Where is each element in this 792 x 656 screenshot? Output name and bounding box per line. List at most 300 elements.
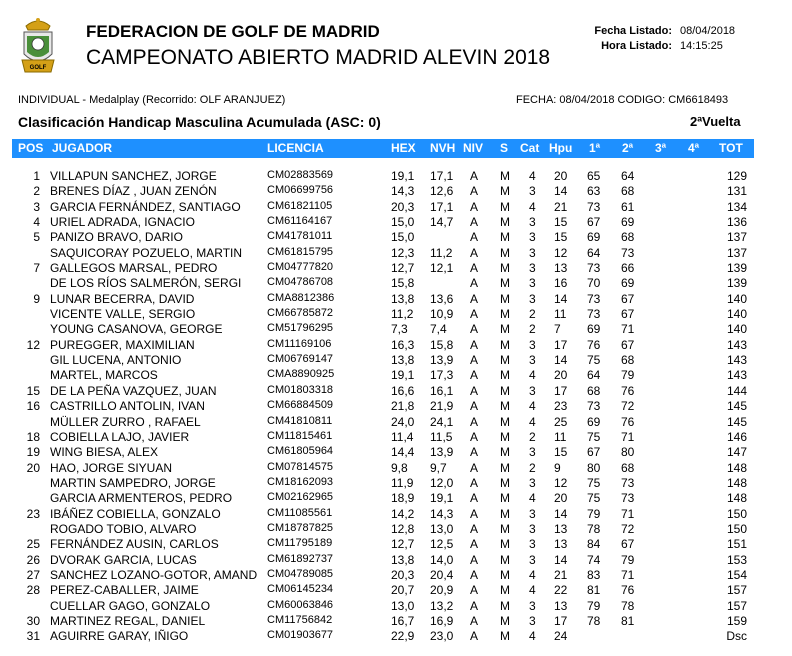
federation-logo xyxy=(18,14,58,78)
cell-r1: 83 xyxy=(587,567,601,582)
cell-cat: 3 xyxy=(529,215,536,230)
table-row xyxy=(0,628,792,643)
table-row xyxy=(0,321,792,336)
cell-hpu: 7 xyxy=(554,322,561,337)
cell-cat: 3 xyxy=(529,537,536,552)
table-row xyxy=(0,367,792,382)
cell-hex: 20,3 xyxy=(391,567,415,582)
cell-cat: 3 xyxy=(529,291,536,306)
cell-r1: 74 xyxy=(587,552,601,567)
cell-lic: CM11795189 xyxy=(267,537,333,550)
cell-r2: 71 xyxy=(621,322,635,337)
table-row xyxy=(0,260,792,275)
cell-r2: 76 xyxy=(621,383,635,398)
cell-cat: 4 xyxy=(529,199,536,214)
cell-hpu: 25 xyxy=(554,414,568,429)
cell-nvh: 24,1 xyxy=(430,414,454,429)
cell-name: DVORAK GARCIA, LUCAS xyxy=(50,552,197,567)
cell-tot: 134 xyxy=(726,199,747,214)
cell-tot: 140 xyxy=(726,322,747,337)
cell-pos: 7 xyxy=(33,261,40,276)
cell-nvh: 13,9 xyxy=(430,445,454,460)
table-row xyxy=(0,183,792,198)
cell-name: CUELLAR GAGO, GONZALO xyxy=(50,598,211,613)
cell-name: GARCIA ARMENTEROS, PEDRO xyxy=(50,491,233,506)
table-row xyxy=(0,337,792,352)
cell-tot: 144 xyxy=(726,383,747,398)
cell-cat: 3 xyxy=(529,598,536,613)
cell-r2: 76 xyxy=(621,414,635,429)
cell-niv: A xyxy=(470,399,479,414)
cell-r1: 75 xyxy=(587,429,601,444)
cell-hpu: 13 xyxy=(554,537,568,552)
cell-r2: 67 xyxy=(621,537,635,552)
cell-tot: 147 xyxy=(726,445,747,460)
table-row xyxy=(0,414,792,429)
hora-listado-label: Hora Listado: xyxy=(601,40,672,52)
cell-cat: 3 xyxy=(529,613,536,628)
table-row xyxy=(0,444,792,459)
cell-hex: 14,2 xyxy=(391,506,415,521)
cell-hex: 24,0 xyxy=(391,414,415,429)
cell-niv: A xyxy=(470,261,479,276)
cell-hex: 15,8 xyxy=(391,276,415,291)
cell-s: M xyxy=(500,353,510,368)
cell-hex: 12,7 xyxy=(391,537,415,552)
cell-hex: 11,9 xyxy=(391,475,414,490)
cell-name: MARTEL, MARCOS xyxy=(50,368,158,383)
cell-r2: 68 xyxy=(621,230,635,245)
cell-pos: 12 xyxy=(26,337,40,352)
cell-niv: A xyxy=(470,460,479,475)
cell-s: M xyxy=(500,506,510,521)
cell-s: M xyxy=(500,475,510,490)
cell-name: PANIZO BRAVO, DARIO xyxy=(50,230,183,245)
cell-lic: CM11085561 xyxy=(267,506,333,519)
championship-title: CAMPEONATO ABIERTO MADRID ALEVIN 2018 xyxy=(86,46,551,69)
cell-lic: CM07814575 xyxy=(267,460,334,473)
cell-hpu: 20 xyxy=(554,169,568,183)
cell-hex: 11,4 xyxy=(391,429,414,444)
cell-pos: 26 xyxy=(26,552,40,567)
cell-r2: 73 xyxy=(621,491,635,506)
table-row xyxy=(0,245,792,260)
cell-hpu: 21 xyxy=(554,199,568,214)
cell-niv: A xyxy=(470,291,479,306)
cell-hpu: 22 xyxy=(554,583,568,598)
cell-tot: 153 xyxy=(726,552,747,567)
cell-r1: 81 xyxy=(587,583,601,598)
cell-name: VICENTE VALLE, SERGIO xyxy=(50,307,196,322)
cell-r2: 66 xyxy=(621,261,635,276)
cell-cat: 3 xyxy=(529,353,536,368)
col-pos: POS xyxy=(18,141,44,155)
table-row xyxy=(0,383,792,398)
cell-hpu: 9 xyxy=(554,460,561,475)
cell-pos: 1 xyxy=(33,169,40,183)
cell-r2: 78 xyxy=(621,598,635,613)
cell-r2: 73 xyxy=(621,475,635,490)
cell-name: HAO, JORGE SIYUAN xyxy=(50,460,173,475)
cell-hex: 13,8 xyxy=(391,353,415,368)
cell-niv: A xyxy=(470,276,479,291)
cell-r2: 68 xyxy=(621,353,635,368)
cell-name: ROGADO TOBIO, ALVARO xyxy=(50,521,197,536)
table-row xyxy=(0,521,792,536)
cell-tot: 136 xyxy=(726,215,747,230)
cell-r1: 80 xyxy=(587,460,601,475)
cell-lic: CM41810811 xyxy=(267,414,333,427)
cell-hpu: 14 xyxy=(554,353,568,368)
cell-r2: 81 xyxy=(621,613,635,628)
cell-tot: 148 xyxy=(726,460,747,475)
cell-r1: 69 xyxy=(587,230,601,245)
cell-nvh: 13,9 xyxy=(430,353,454,368)
cell-cat: 2 xyxy=(529,322,536,337)
col-jugador: JUGADOR xyxy=(52,141,113,155)
cell-s: M xyxy=(500,307,510,322)
cell-name: YOUNG CASANOVA, GEORGE xyxy=(50,322,223,337)
cell-hpu: 24 xyxy=(554,629,568,644)
cell-hex: 7,3 xyxy=(391,322,408,337)
cell-niv: A xyxy=(470,613,479,628)
table-row xyxy=(0,429,792,444)
cell-hex: 15,0 xyxy=(391,215,415,230)
cell-name: SAQUICORAY POZUELO, MARTIN xyxy=(50,245,243,260)
cell-nvh: 16,9 xyxy=(430,613,454,628)
cell-tot: 157 xyxy=(726,598,747,613)
cell-cat: 3 xyxy=(529,184,536,199)
cell-cat: 4 xyxy=(529,491,536,506)
cell-r1: 84 xyxy=(587,537,601,552)
cell-name: WING BIESA, ALEX xyxy=(50,445,159,460)
cell-r1: 78 xyxy=(587,521,601,536)
cell-name: AGUIRRE GARAY, IÑIGO xyxy=(50,629,189,644)
cell-cat: 4 xyxy=(529,414,536,429)
cell-niv: A xyxy=(470,245,479,260)
cell-hex: 12,8 xyxy=(391,521,415,536)
cell-name: SANCHEZ LOZANO-GOTOR, AMAND xyxy=(50,567,258,582)
cell-s: M xyxy=(500,276,510,291)
federation-title: FEDERACION DE GOLF DE MADRID xyxy=(86,22,380,41)
cell-r2: 79 xyxy=(621,368,635,383)
cell-pos: 30 xyxy=(26,613,40,628)
cell-niv: A xyxy=(470,598,479,613)
cell-hex: 16,6 xyxy=(391,383,415,398)
cell-cat: 2 xyxy=(529,460,536,475)
table-row xyxy=(0,214,792,229)
cell-pos: 4 xyxy=(33,215,40,230)
cell-hpu: 20 xyxy=(554,368,568,383)
cell-tot: 148 xyxy=(726,491,747,506)
cell-nvh: 9,7 xyxy=(430,460,447,475)
cell-nvh: 19,1 xyxy=(430,491,454,506)
cell-r2: 64 xyxy=(621,169,635,183)
cell-niv: A xyxy=(470,567,479,582)
cell-r1: 69 xyxy=(587,414,601,429)
cell-cat: 3 xyxy=(529,506,536,521)
cell-lic: CM11756842 xyxy=(267,613,333,626)
cell-r2: 67 xyxy=(621,307,635,322)
cell-nvh: 12,6 xyxy=(430,184,454,199)
cell-r1: 79 xyxy=(587,598,601,613)
col-r1: 1ª xyxy=(589,141,601,155)
cell-nvh: 15,8 xyxy=(430,337,454,352)
cell-s: M xyxy=(500,552,510,567)
cell-pos: 3 xyxy=(33,199,40,214)
cell-hpu: 15 xyxy=(554,215,568,230)
cell-niv: A xyxy=(470,414,479,429)
cell-pos: 19 xyxy=(26,445,40,460)
cell-s: M xyxy=(500,215,510,230)
cell-s: M xyxy=(500,598,510,613)
table-row xyxy=(0,291,792,306)
cell-lic: CM61805964 xyxy=(267,445,334,458)
cell-tot: 154 xyxy=(726,567,747,582)
cell-nvh: 21,9 xyxy=(430,399,454,414)
cell-tot: 150 xyxy=(726,506,747,521)
cell-hex: 14,3 xyxy=(391,184,415,199)
cell-name: BRENES DÍAZ , JUAN ZENÓN xyxy=(50,184,217,199)
cell-r1: 73 xyxy=(587,399,601,414)
cell-lic: CM41781011 xyxy=(267,230,333,243)
cell-name: GIL LUCENA, ANTONIO xyxy=(50,353,182,368)
cell-cat: 3 xyxy=(529,245,536,260)
fecha-listado-label: Fecha Listado: xyxy=(594,25,672,37)
cell-hpu: 11 xyxy=(554,307,567,322)
cell-s: M xyxy=(500,169,510,183)
cell-s: M xyxy=(500,445,510,460)
col-tot: TOT xyxy=(719,141,743,155)
cell-cat: 3 xyxy=(529,383,536,398)
cell-lic: CM18162093 xyxy=(267,475,334,488)
cell-name: MÜLLER ZURRO , RAFAEL xyxy=(50,414,201,429)
cell-nvh: 7,4 xyxy=(430,322,447,337)
cell-s: M xyxy=(500,629,510,644)
col-r4: 4ª xyxy=(688,141,700,155)
cell-hpu: 13 xyxy=(554,521,568,536)
cell-hpu: 14 xyxy=(554,184,568,199)
cell-nvh: 13,0 xyxy=(430,521,454,536)
cell-name: GALLEGOS MARSAL, PEDRO xyxy=(50,261,218,276)
competition-date-code: FECHA: 08/04/2018 CODIGO: CM6618493 xyxy=(516,94,729,106)
col-r3: 3ª xyxy=(655,141,667,155)
cell-r1: 69 xyxy=(587,322,601,337)
table-row xyxy=(0,306,792,321)
cell-s: M xyxy=(500,460,510,475)
round-label: 2ªVuelta xyxy=(690,114,741,129)
cell-niv: A xyxy=(470,552,479,567)
cell-s: M xyxy=(500,291,510,306)
cell-name: PEREZ-CABALLER, JAIME xyxy=(50,583,199,598)
cell-s: M xyxy=(500,583,510,598)
cell-lic: CMA8890925 xyxy=(267,368,335,381)
cell-r2: 61 xyxy=(621,199,635,214)
table-header xyxy=(12,139,754,158)
cell-r1: 73 xyxy=(587,307,601,322)
cell-r1: 63 xyxy=(587,184,601,199)
cell-cat: 3 xyxy=(529,521,536,536)
cell-hpu: 17 xyxy=(554,383,568,398)
cell-lic: CM01803318 xyxy=(267,383,334,396)
table-row xyxy=(0,275,792,290)
cell-name: PUREGGER, MAXIMILIAN xyxy=(50,337,195,352)
cell-hpu: 15 xyxy=(554,230,568,245)
cell-pos: 5 xyxy=(33,230,40,245)
cell-r1: 65 xyxy=(587,169,601,183)
cell-r1: 78 xyxy=(587,613,601,628)
cell-r2: 76 xyxy=(621,583,635,598)
cell-niv: A xyxy=(470,383,479,398)
cell-s: M xyxy=(500,491,510,506)
cell-cat: 3 xyxy=(529,276,536,291)
cell-nvh: 14,7 xyxy=(430,215,454,230)
cell-niv: A xyxy=(470,230,479,245)
cell-cat: 4 xyxy=(529,583,536,598)
cell-name: IBÁÑEZ COBIELLA, GONZALO xyxy=(50,506,221,521)
cell-nvh: 10,9 xyxy=(430,307,454,322)
cell-pos: 25 xyxy=(26,537,40,552)
cell-nvh: 12,1 xyxy=(430,261,454,276)
table-row xyxy=(0,168,792,183)
cell-tot: 140 xyxy=(726,291,747,306)
cell-r2: 67 xyxy=(621,337,635,352)
cell-tot: 146 xyxy=(726,429,747,444)
cell-lic: CM11815461 xyxy=(267,429,333,442)
cell-name: GARCIA FERNÁNDEZ, SANTIAGO xyxy=(50,199,241,214)
cell-lic: CM66884509 xyxy=(267,399,334,412)
cell-name: VILLAPUN SANCHEZ, JORGE xyxy=(50,169,217,183)
cell-cat: 3 xyxy=(529,552,536,567)
classification-title: Clasificación Handicap Masculina Acumulada (ASC: 0) xyxy=(18,114,381,130)
cell-cat: 2 xyxy=(529,429,536,444)
cell-lic: CM51796295 xyxy=(267,322,334,335)
table-row xyxy=(0,567,792,582)
cell-s: M xyxy=(500,383,510,398)
cell-niv: A xyxy=(470,475,479,490)
cell-tot: 151 xyxy=(726,537,747,552)
cell-s: M xyxy=(500,613,510,628)
cell-pos: 23 xyxy=(26,506,40,521)
cell-hpu: 17 xyxy=(554,337,568,352)
cell-niv: A xyxy=(470,506,479,521)
cell-hex: 12,7 xyxy=(391,261,415,276)
cell-tot: 143 xyxy=(726,368,747,383)
cell-r2: 71 xyxy=(621,429,635,444)
cell-r1: 75 xyxy=(587,353,601,368)
cell-r1: 64 xyxy=(587,368,601,383)
cell-r1: 67 xyxy=(587,445,601,460)
cell-lic: CM60063846 xyxy=(267,598,334,611)
col-r2: 2ª xyxy=(622,141,634,155)
col-hpu: Hpu xyxy=(549,141,573,155)
cell-hpu: 20 xyxy=(554,491,568,506)
cell-tot: 143 xyxy=(726,337,747,352)
cell-nvh: 11,2 xyxy=(430,245,453,260)
cell-r1: 73 xyxy=(587,261,601,276)
cell-name: DE LA PEÑA VAZQUEZ, JUAN xyxy=(50,383,217,398)
cell-s: M xyxy=(500,521,510,536)
cell-pos: 20 xyxy=(26,460,40,475)
cell-pos: 9 xyxy=(33,291,40,306)
cell-r2: 80 xyxy=(621,445,635,460)
cell-niv: A xyxy=(470,629,479,644)
cell-cat: 3 xyxy=(529,230,536,245)
cell-pos: 27 xyxy=(26,567,40,582)
cell-name: CASTRILLO ANTOLIN, IVAN xyxy=(50,399,205,414)
cell-nvh: 11,5 xyxy=(430,429,453,444)
cell-name: URIEL ADRADA, IGNACIO xyxy=(50,215,195,230)
cell-tot: 145 xyxy=(726,399,747,414)
cell-s: M xyxy=(500,245,510,260)
cell-hpu: 12 xyxy=(554,245,568,260)
cell-lic: CM61892737 xyxy=(267,552,334,565)
cell-niv: A xyxy=(470,169,479,183)
cell-s: M xyxy=(500,537,510,552)
cell-hex: 20,3 xyxy=(391,199,415,214)
cell-hex: 13,8 xyxy=(391,291,415,306)
cell-s: M xyxy=(500,567,510,582)
cell-cat: 3 xyxy=(529,337,536,352)
cell-pos: 28 xyxy=(26,583,40,598)
cell-r1: 73 xyxy=(587,291,601,306)
cell-niv: A xyxy=(470,322,479,337)
cell-niv: A xyxy=(470,445,479,460)
cell-cat: 4 xyxy=(529,629,536,644)
cell-niv: A xyxy=(470,368,479,383)
cell-nvh: 14,3 xyxy=(430,506,454,521)
cell-r1: 70 xyxy=(587,276,601,291)
cell-nvh: 17,1 xyxy=(430,169,454,183)
cell-s: M xyxy=(500,322,510,337)
cell-r2: 68 xyxy=(621,184,635,199)
cell-lic: CM06769147 xyxy=(267,353,334,366)
cell-nvh: 16,1 xyxy=(430,383,454,398)
cell-lic: CM04786708 xyxy=(267,276,334,289)
cell-nvh: 13,6 xyxy=(430,291,454,306)
cell-cat: 3 xyxy=(529,475,536,490)
cell-lic: CM02162965 xyxy=(267,491,334,504)
cell-hex: 16,7 xyxy=(391,613,415,628)
cell-hpu: 16 xyxy=(554,276,568,291)
cell-tot: 139 xyxy=(726,261,747,276)
cell-nvh: 17,1 xyxy=(430,199,454,214)
cell-hex: 12,3 xyxy=(391,245,415,260)
col-s: S xyxy=(500,141,509,155)
cell-s: M xyxy=(500,184,510,199)
cell-nvh: 20,4 xyxy=(430,567,454,582)
cell-r2: 69 xyxy=(621,276,635,291)
cell-niv: A xyxy=(470,521,479,536)
cell-r1: 68 xyxy=(587,383,601,398)
cell-r1: 64 xyxy=(587,245,601,260)
cell-pos: 15 xyxy=(26,383,40,398)
cell-hex: 13,0 xyxy=(391,598,415,613)
cell-hex: 19,1 xyxy=(391,368,415,383)
table-row xyxy=(0,199,792,214)
cell-lic: CM61164167 xyxy=(267,215,333,228)
cell-tot: 145 xyxy=(726,414,747,429)
cell-lic: CM66785872 xyxy=(267,307,334,320)
cell-r2: 71 xyxy=(621,506,635,521)
cell-s: M xyxy=(500,414,510,429)
cell-nvh: 12,5 xyxy=(430,537,454,552)
cell-hpu: 21 xyxy=(554,567,568,582)
cell-hex: 9,8 xyxy=(391,460,408,475)
cell-hpu: 11 xyxy=(554,429,567,444)
col-licencia: LICENCIA xyxy=(267,141,324,155)
cell-niv: A xyxy=(470,491,479,506)
